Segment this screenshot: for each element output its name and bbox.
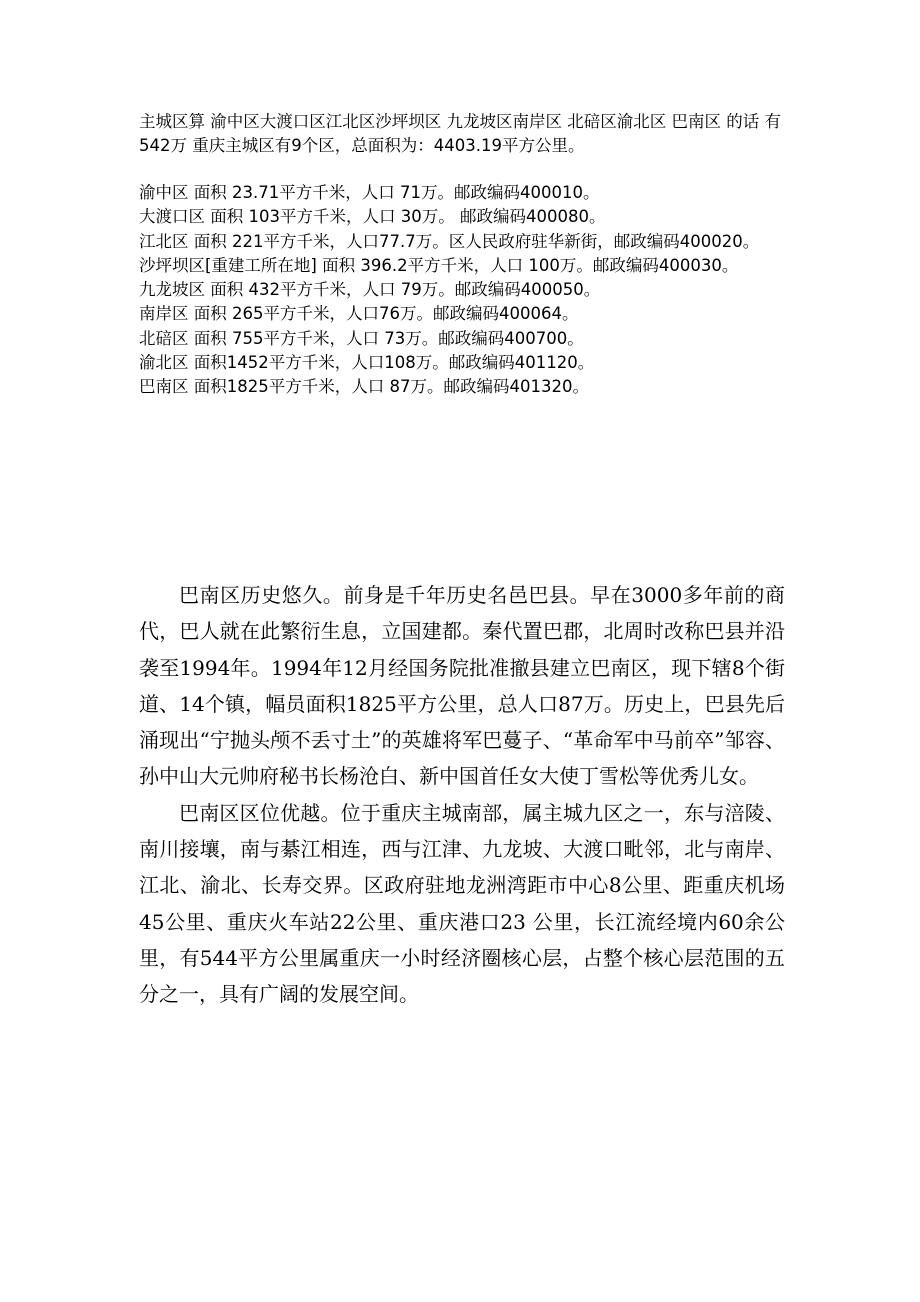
district-item-yuzhong: 渝中区 面积 23.71平方千米，人口 71万。邮政编码400010。 (139, 183, 600, 202)
district-item-shapingba: 沙坪坝区[重建工所在地] 面积 396.2平方千米，人口 100万。邮政编码400030。 (139, 255, 739, 275)
district-item-jiangbei: 江北区 面积 221平方千米，人口77.7万。区人民政府驻华新街，邮政编码400020。 (139, 231, 760, 251)
district-item-jiulongpo: 九龙坡区 面积 432平方千米，人口 79万。邮政编码400050。 (139, 280, 601, 300)
history-section (139, 577, 785, 1013)
district-list (139, 181, 799, 400)
district-item-dadukou: 大渡口区 面积 103平方千米，人口 30万。 邮政编码400080。 (139, 207, 606, 227)
history-paragraph: 巴南区历史悠久。前身是千年历史名邑巴县。早在3000多年前的商代，巴人就在此繁衍生息，立国建都。秦代置巴郡，北周时改称巴县并沿袭至1994年。1994年12月经国务院批准撤县建立巴南区，现下辖8个街道、14个镇，幅员面积1825平方公里，总人口87万。历史上，巴县先后涌现出“宁抛头颅不丢寸土”的英雄将军巴蔓子、“革命军中马前卒”邹容、孙中山大元帅府秘书长杨沧白、新中国首任女大使丁雪松等优秀儿女。 (139, 583, 785, 789)
district-item-banan: 巴南区 面积1825平方千米，人口 87万。邮政编码401320。 (139, 377, 589, 397)
location-paragraph: 巴南区区位优越。位于重庆主城南部，属主城九区之一，东与涪陵、南川接壤，南与綦江相连，西与江津、九龙坡、大渡口毗邻，北与南岸、江北、渝北、长寿交界。区政府驻地龙洲湾距市中心8公里、距重庆机场45公里、重庆火车站22公里、重庆港口23 公里，长江流经境内60余公里，有544平方公里属重庆一小时经济圈核心层，占整个核心层范围的五分之一，具有广阔的发展空间。 (139, 800, 785, 1007)
intro-paragraph: 主城区算 渝中区大渡口区江北区沙坪坝区 九龙坡区南岸区 北碚区渝北区 巴南区 的话 有542万 重庆主城区有9个区，总面积为：4403.19平方公里。 (139, 112, 781, 155)
district-item-nanan: 南岸区 面积 265平方千米，人口76万。邮政编码400064。 (139, 304, 579, 324)
district-item-beibei: 北碚区 面积 755平方千米，人口 73万。邮政编码400700。 (139, 328, 584, 348)
district-item-yubei: 渝北区 面积1452平方千米，人口108万。邮政编码401120。 (139, 353, 595, 373)
